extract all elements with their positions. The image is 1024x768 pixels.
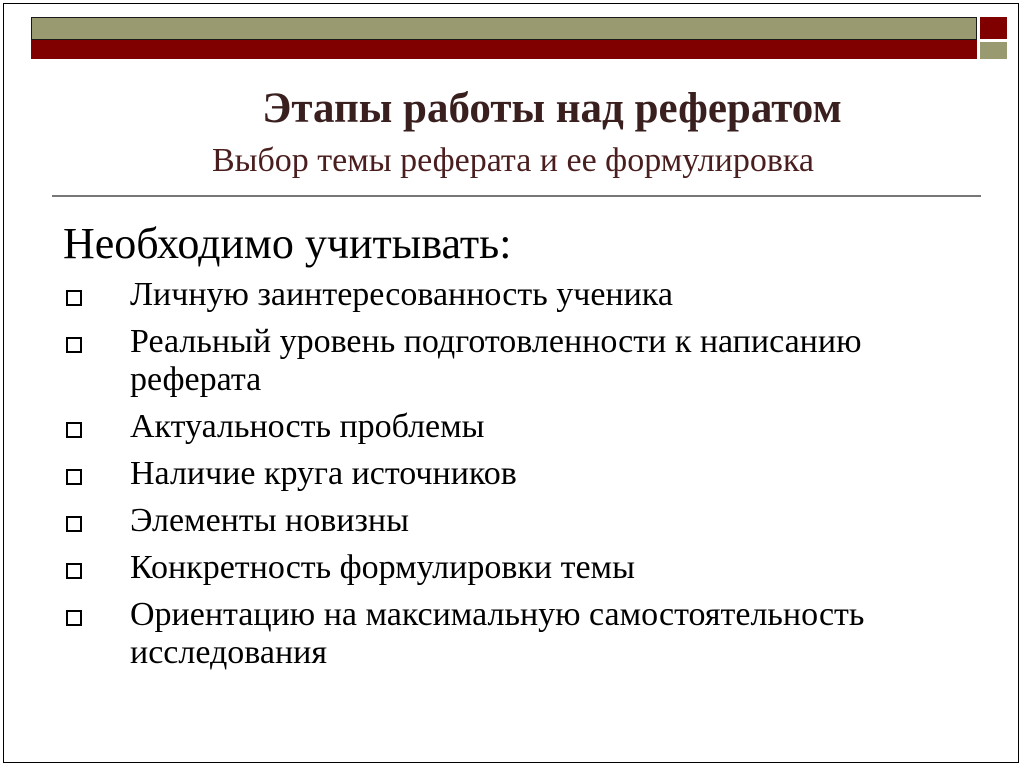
list-heading: Необходимо учитывать: — [63, 219, 512, 268]
corner-maroon-square — [977, 17, 1007, 40]
corner-divider-horizontal — [977, 39, 1007, 42]
list-item — [63, 408, 983, 446]
hollow-square-bullet-icon — [66, 337, 82, 353]
header-maroon-bar — [31, 40, 1007, 59]
corner-olive-square — [977, 40, 1007, 59]
header-olive-bar — [31, 17, 977, 40]
hollow-square-bullet-icon — [66, 516, 82, 532]
slide-subtitle: Выбор темы реферата и ее формулировка — [211, 142, 815, 179]
list-item-label: Конкретность формулировки темы — [130, 549, 635, 586]
hollow-square-bullet-icon — [66, 469, 82, 485]
hollow-square-bullet-icon — [66, 563, 82, 579]
list-item — [63, 323, 983, 399]
hollow-square-bullet-icon — [66, 422, 82, 438]
bullet-list — [63, 276, 983, 681]
list-item-label: Элементы новизны — [130, 502, 409, 539]
list-item-label: Наличие круга источников — [130, 455, 517, 492]
hollow-square-bullet-icon — [66, 610, 82, 626]
list-item — [63, 596, 983, 672]
list-item-label: Ориентацию на максимальную самостоятельность исследования — [130, 596, 865, 671]
list-item — [63, 549, 983, 587]
list-item-label: Реальный уровень подготовленности к написанию реферата — [130, 323, 862, 398]
corner-divider-vertical — [977, 17, 980, 59]
list-item — [63, 276, 983, 314]
slide-title: Этапы работы над рефератом — [262, 85, 842, 132]
title-divider — [52, 195, 981, 197]
list-item-label: Личную заинтересованность ученика — [130, 276, 673, 313]
list-item-label: Актуальность проблемы — [130, 408, 485, 445]
hollow-square-bullet-icon — [66, 290, 82, 306]
list-item — [63, 502, 983, 540]
list-item — [63, 455, 983, 493]
